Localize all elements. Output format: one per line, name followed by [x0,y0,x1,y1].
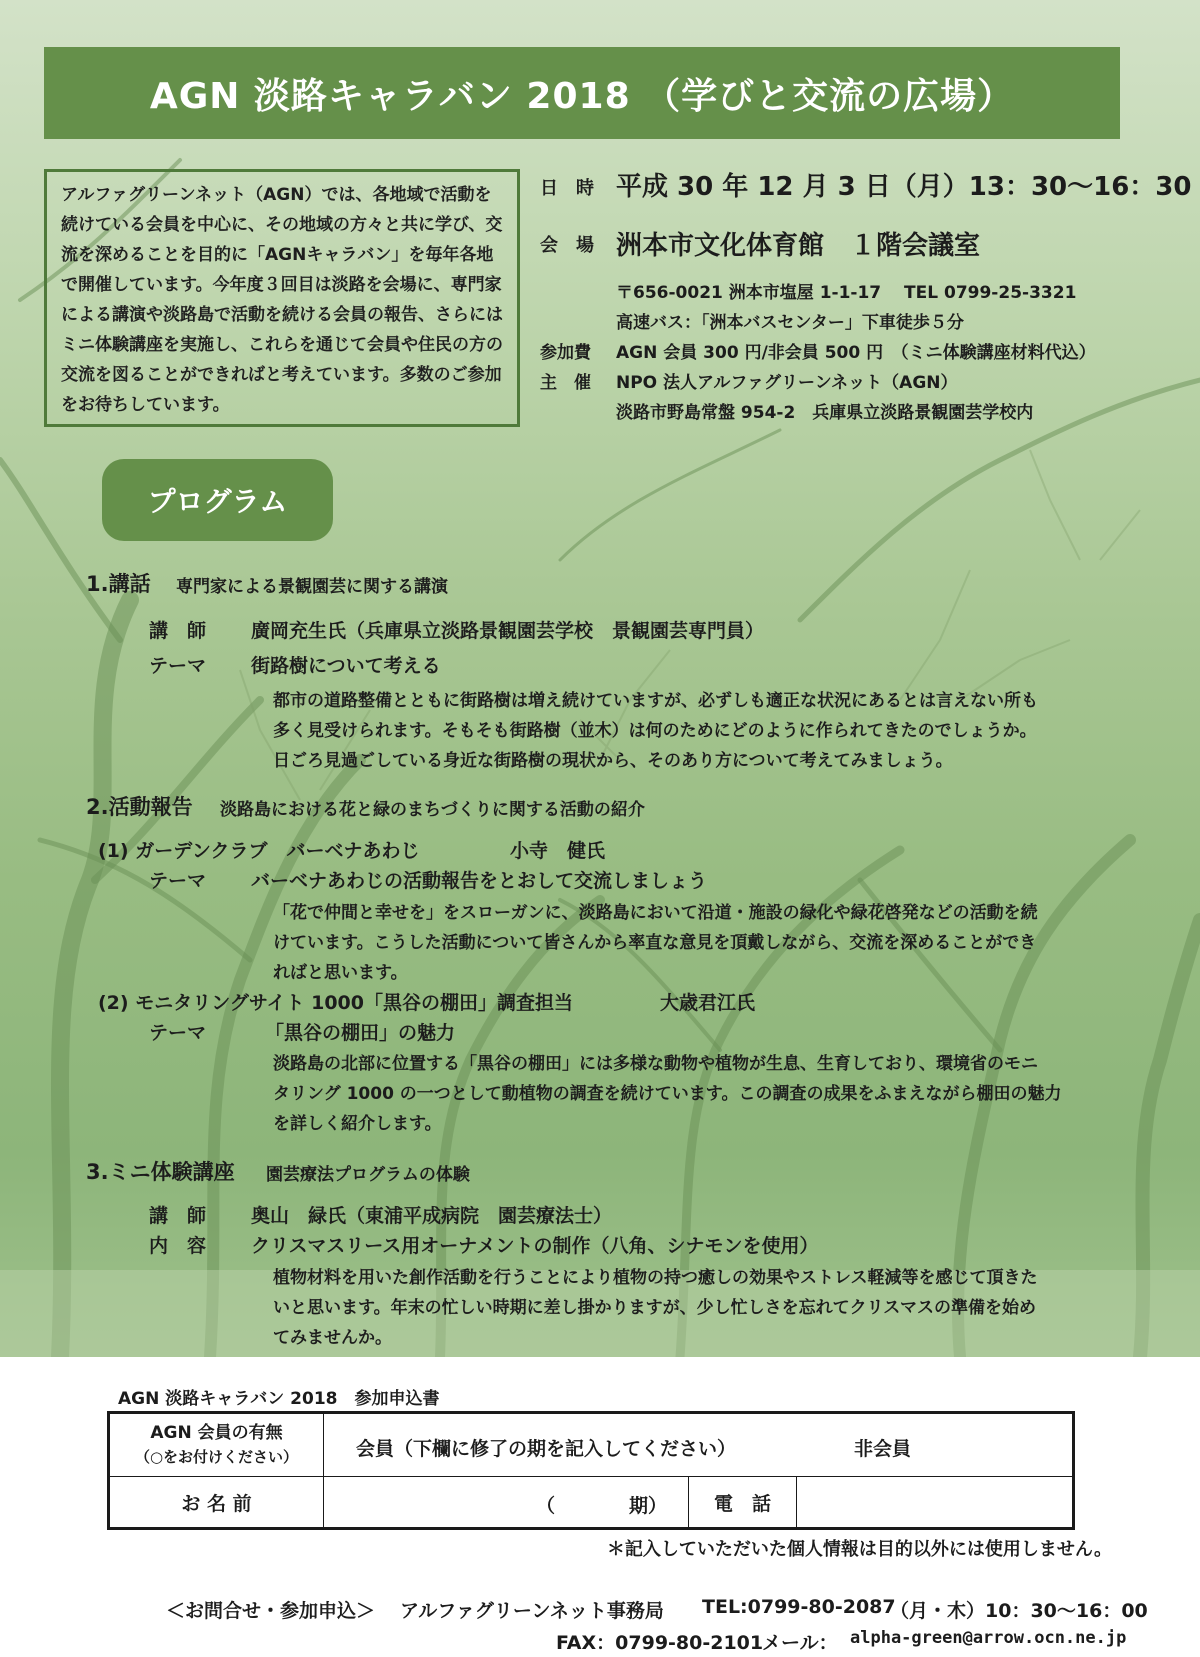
section-2-2-body-line: タリング 1000 の一つとして動植物の調査を続けています。この調査の成果をふまえながら棚田の魅力 [273,1084,1062,1104]
section-2-2-theme: 「黒谷の棚田」の魅力 [265,1022,456,1044]
nonmember-option[interactable]: 非会員 [854,1438,912,1460]
section-3-body-line: いと思います。年末の忙しい時期に差し掛かりますが、少し忙しさを忘れてクリスマスの準備を始め [273,1298,1036,1318]
section-2-2-body-line: 淡路島の北部に位置する「黒谷の棚田」には多様な動物や植物が生息、生育しており、環境省のモニ [273,1054,1038,1074]
intro-text: アルファグリーンネット（AGN）では、各地域で活動を続けている会員を中心に、その地域の方々と共に学び、交流を深めることを目的に「AGNキャラバン」を毎年各地で開催しています。今年度３回目は淡路を会場に、専門家による講演や淡路島で活動を続ける会員の報告、さらにはミニ体験講座を実施し、これらを通じて会員や住民の方の交流を図ることができればと考えています。多数のご参加をお待ちしています。 [61,185,503,415]
organizer-address: 淡路市野島常盤 954-2 兵庫県立淡路景観園芸学校内 [616,403,1034,423]
section-2-1-body-line: ればと思います。 [273,963,408,983]
section-3-content-label: 内 容 [149,1235,207,1257]
member-status-hint: （○をお付けください） [134,1448,299,1466]
program-heading-text: プログラム [147,485,288,518]
fee-value: AGN 会員 300 円/非会員 500 円 （ミニ体験講座材料代込） [616,343,1096,363]
member-status-label-cell [109,1413,324,1477]
contact-mail-label: メール： [762,1632,838,1654]
organizer-label: 主 催 [540,373,591,393]
intro-box [44,169,520,427]
member-status-options[interactable] [324,1413,1074,1477]
organizer-value: NPO 法人アルファグリーンネット（AGN） [616,373,958,393]
section-1-body-line: 都市の道路整備とともに街路樹は増え続けていますが、必ずしも適正な状況にあるとは言えない所も [273,691,1038,711]
section-2-1-person: 小寺 健氏 [510,840,606,862]
fee-label: 参加費 [540,343,591,363]
name-label-cell [109,1477,324,1529]
phone-label: 電 話 [713,1492,771,1515]
date-label: 日 時 [540,178,594,199]
contact-label: ＜お問合せ・参加申込＞ [166,1600,376,1622]
venue-access: 高速バス：「洲本バスセンター」下車徒歩５分 [616,313,964,333]
section-3-content: クリスマスリース用オーナメントの制作（八角、シナモンを使用） [251,1235,819,1257]
contact-hours: （月・木）10：30〜16：00 [890,1600,1148,1622]
privacy-note: ＊記入していただいた個人情報は目的以外には使用しません。 [606,1539,1112,1560]
section-3-title: 3.ミニ体験講座 [86,1160,235,1184]
section-2-subtitle: 淡路島における花と緑のまちづくりに関する活動の紹介 [220,800,645,820]
phone-input-cell[interactable] [797,1477,1074,1529]
section-2-2-theme-label: テーマ [149,1022,207,1044]
member-option[interactable]: 会員（下欄に修了の期を記入してください） [356,1438,737,1460]
section-2-1-title: (1) ガーデンクラブ バーベナあわじ [98,840,420,862]
page-title: AGN 淡路キャラバン 2018 （学びと交流の広場） [149,75,1015,117]
section-1-title: 1.講話 [86,572,151,596]
section-1-lecturer: 廣岡充生氏（兵庫県立淡路景観園芸学校 景観園芸専門員） [251,620,765,642]
program-heading [102,459,333,541]
section-1-theme-label: テーマ [149,655,207,677]
section-3-body-line: 植物材料を用いた創作活動を行うことにより植物の持つ癒しの効果やストレス軽減等を感じて頂きた [273,1268,1038,1288]
venue-address: 〒656-0021 洲本市塩屋 1-1-17 TEL 0799-25-3321 [616,283,1077,303]
section-3-lecturer: 奥山 緑氏（東浦平成病院 園芸療法士） [251,1205,613,1227]
application-form [107,1411,1075,1530]
section-1-body-line: 多く見受けられます。そもそも街路樹（並木）は何のためにどのように作られてきたのでしょうか。 [273,721,1037,741]
section-2-2-person: 大歳君江氏 [660,992,756,1014]
section-2-1-body-line: 「花で仲間と幸せを」をスローガンに、淡路島において沿道・施設の緑化や緑花啓発などの活動を続 [273,903,1038,923]
venue-label: 会 場 [540,235,594,256]
name-label: お 名 前 [181,1492,252,1515]
term-close: 期） [629,1495,668,1517]
section-2-2-title: (2) モニタリングサイト 1000「黒谷の棚田」調査担当 [98,992,573,1014]
term-open: （ [536,1495,556,1517]
section-2-1-body-line: けています。こうした活動について皆さんから率直な意見を頂戴しながら、交流を深めることができ [273,933,1037,953]
contact-tel: TEL:0799-80-2087 [702,1596,896,1618]
phone-label-cell [689,1477,797,1529]
section-2-2-body-line: を詳しく紹介します。 [273,1114,442,1134]
venue-value: 洲本市文化体育館 １階会議室 [616,231,981,261]
section-3-body-line: てみませんか。 [273,1328,392,1348]
section-1-theme: 街路樹について考える [251,655,441,677]
contact-fax: FAX：0799-80-2101 [556,1632,764,1654]
date-value: 平成 30 年 12 月 3 日（月）13：30〜16：30 [616,172,1192,202]
section-2-title: 2.活動報告 [86,795,193,819]
contact-office: アルファグリーンネット事務局 [400,1600,664,1622]
form-title: AGN 淡路キャラバン 2018 参加申込書 [118,1389,440,1409]
section-2-1-theme: バーベナあわじの活動報告をとおして交流しましょう [251,870,708,892]
section-3-lecturer-label: 講 師 [149,1205,207,1227]
section-3-subtitle: 園芸療法プログラムの体験 [266,1165,470,1185]
member-status-label: AGN 会員の有無 [150,1423,283,1443]
section-1-body-line: 日ごろ見過ごしている身近な街路樹の現状から、そのあり方について考えてみましょう。 [273,751,953,771]
section-2-1-theme-label: テーマ [149,870,207,892]
section-1-lecturer-label: 講 師 [149,620,207,642]
name-input-cell[interactable] [324,1477,689,1529]
contact-email[interactable]: alpha-green@arrow.ocn.ne.jp [850,1628,1127,1648]
title-banner [44,47,1120,139]
section-1-subtitle: 専門家による景観園芸に関する講演 [176,577,448,597]
